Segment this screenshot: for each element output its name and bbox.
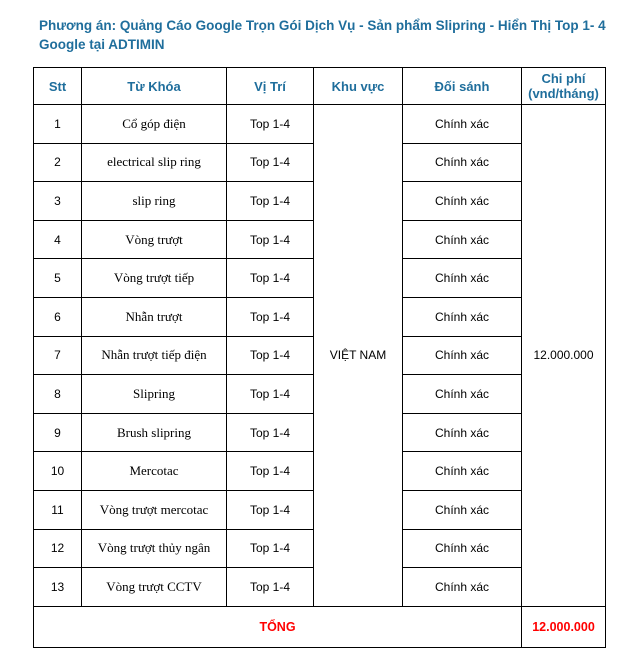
cell-match: Chính xác (403, 105, 522, 144)
header-position: Vị Trí (227, 68, 314, 105)
cell-stt: 11 (34, 490, 82, 529)
cell-stt: 4 (34, 220, 82, 259)
cell-match: Chính xác (403, 143, 522, 182)
cell-stt: 8 (34, 375, 82, 414)
cell-keyword: Vòng trượt (82, 220, 227, 259)
cell-position: Top 1-4 (227, 568, 314, 607)
header-stt: Stt (34, 68, 82, 105)
table-row (34, 105, 606, 144)
cell-stt: 6 (34, 297, 82, 336)
cell-stt: 2 (34, 143, 82, 182)
cell-position: Top 1-4 (227, 143, 314, 182)
header-cost-line1: Chi phí (541, 71, 586, 86)
cell-match: Chính xác (403, 529, 522, 568)
cell-position: Top 1-4 (227, 182, 314, 221)
cell-position: Top 1-4 (227, 220, 314, 259)
cell-keyword: Vòng trượt tiếp (82, 259, 227, 298)
cell-position: Top 1-4 (227, 336, 314, 375)
cell-keyword: Nhẫn trượt (82, 297, 227, 336)
cell-match: Chính xác (403, 413, 522, 452)
total-value: 12.000.000 (522, 606, 606, 647)
cell-match: Chính xác (403, 452, 522, 491)
cell-position: Top 1-4 (227, 375, 314, 414)
cell-match: Chính xác (403, 182, 522, 221)
header-region: Khu vực (314, 68, 403, 105)
cell-match: Chính xác (403, 336, 522, 375)
cell-position: Top 1-4 (227, 529, 314, 568)
header-cost-line2: (vnd/tháng) (528, 86, 599, 101)
cell-keyword: Slipring (82, 375, 227, 414)
cell-stt: 1 (34, 105, 82, 144)
cell-keyword: electrical slip ring (82, 143, 227, 182)
cell-position: Top 1-4 (227, 259, 314, 298)
cell-match: Chính xác (403, 259, 522, 298)
cell-keyword: Vòng trượt thủy ngân (82, 529, 227, 568)
cell-match: Chính xác (403, 375, 522, 414)
table-header-row (34, 68, 606, 105)
cell-match: Chính xác (403, 568, 522, 607)
cell-keyword: Vòng trượt CCTV (82, 568, 227, 607)
keyword-table (33, 67, 606, 648)
cell-match: Chính xác (403, 297, 522, 336)
header-cost (522, 68, 606, 105)
total-label: TỔNG (34, 606, 522, 647)
cell-stt: 13 (34, 568, 82, 607)
total-row (34, 606, 606, 647)
cell-position: Top 1-4 (227, 490, 314, 529)
cell-keyword: Cổ góp điện (82, 105, 227, 144)
cell-stt: 7 (34, 336, 82, 375)
cell-region: VIỆT NAM (314, 105, 403, 607)
header-match: Đối sánh (403, 68, 522, 105)
cell-stt: 3 (34, 182, 82, 221)
cell-keyword: Vòng trượt mercotac (82, 490, 227, 529)
cell-keyword: Mercotac (82, 452, 227, 491)
cell-stt: 9 (34, 413, 82, 452)
cell-keyword: slip ring (82, 182, 227, 221)
cell-position: Top 1-4 (227, 452, 314, 491)
cell-stt: 5 (34, 259, 82, 298)
cell-match: Chính xác (403, 220, 522, 259)
cell-position: Top 1-4 (227, 297, 314, 336)
cell-stt: 10 (34, 452, 82, 491)
cell-keyword: Nhẫn trượt tiếp điện (82, 336, 227, 375)
cell-cost: 12.000.000 (522, 105, 606, 607)
header-keyword: Từ Khóa (82, 68, 227, 105)
cell-position: Top 1-4 (227, 105, 314, 144)
cell-stt: 12 (34, 529, 82, 568)
cell-keyword: Brush slipring (82, 413, 227, 452)
cell-match: Chính xác (403, 490, 522, 529)
page-title: Phương án: Quảng Cáo Google Trọn Gói Dịch Vụ - Sản phẩm Slipring - Hiển Thị Top 1- 4 Google tại ADTIMIN (39, 18, 606, 52)
cell-position: Top 1-4 (227, 413, 314, 452)
